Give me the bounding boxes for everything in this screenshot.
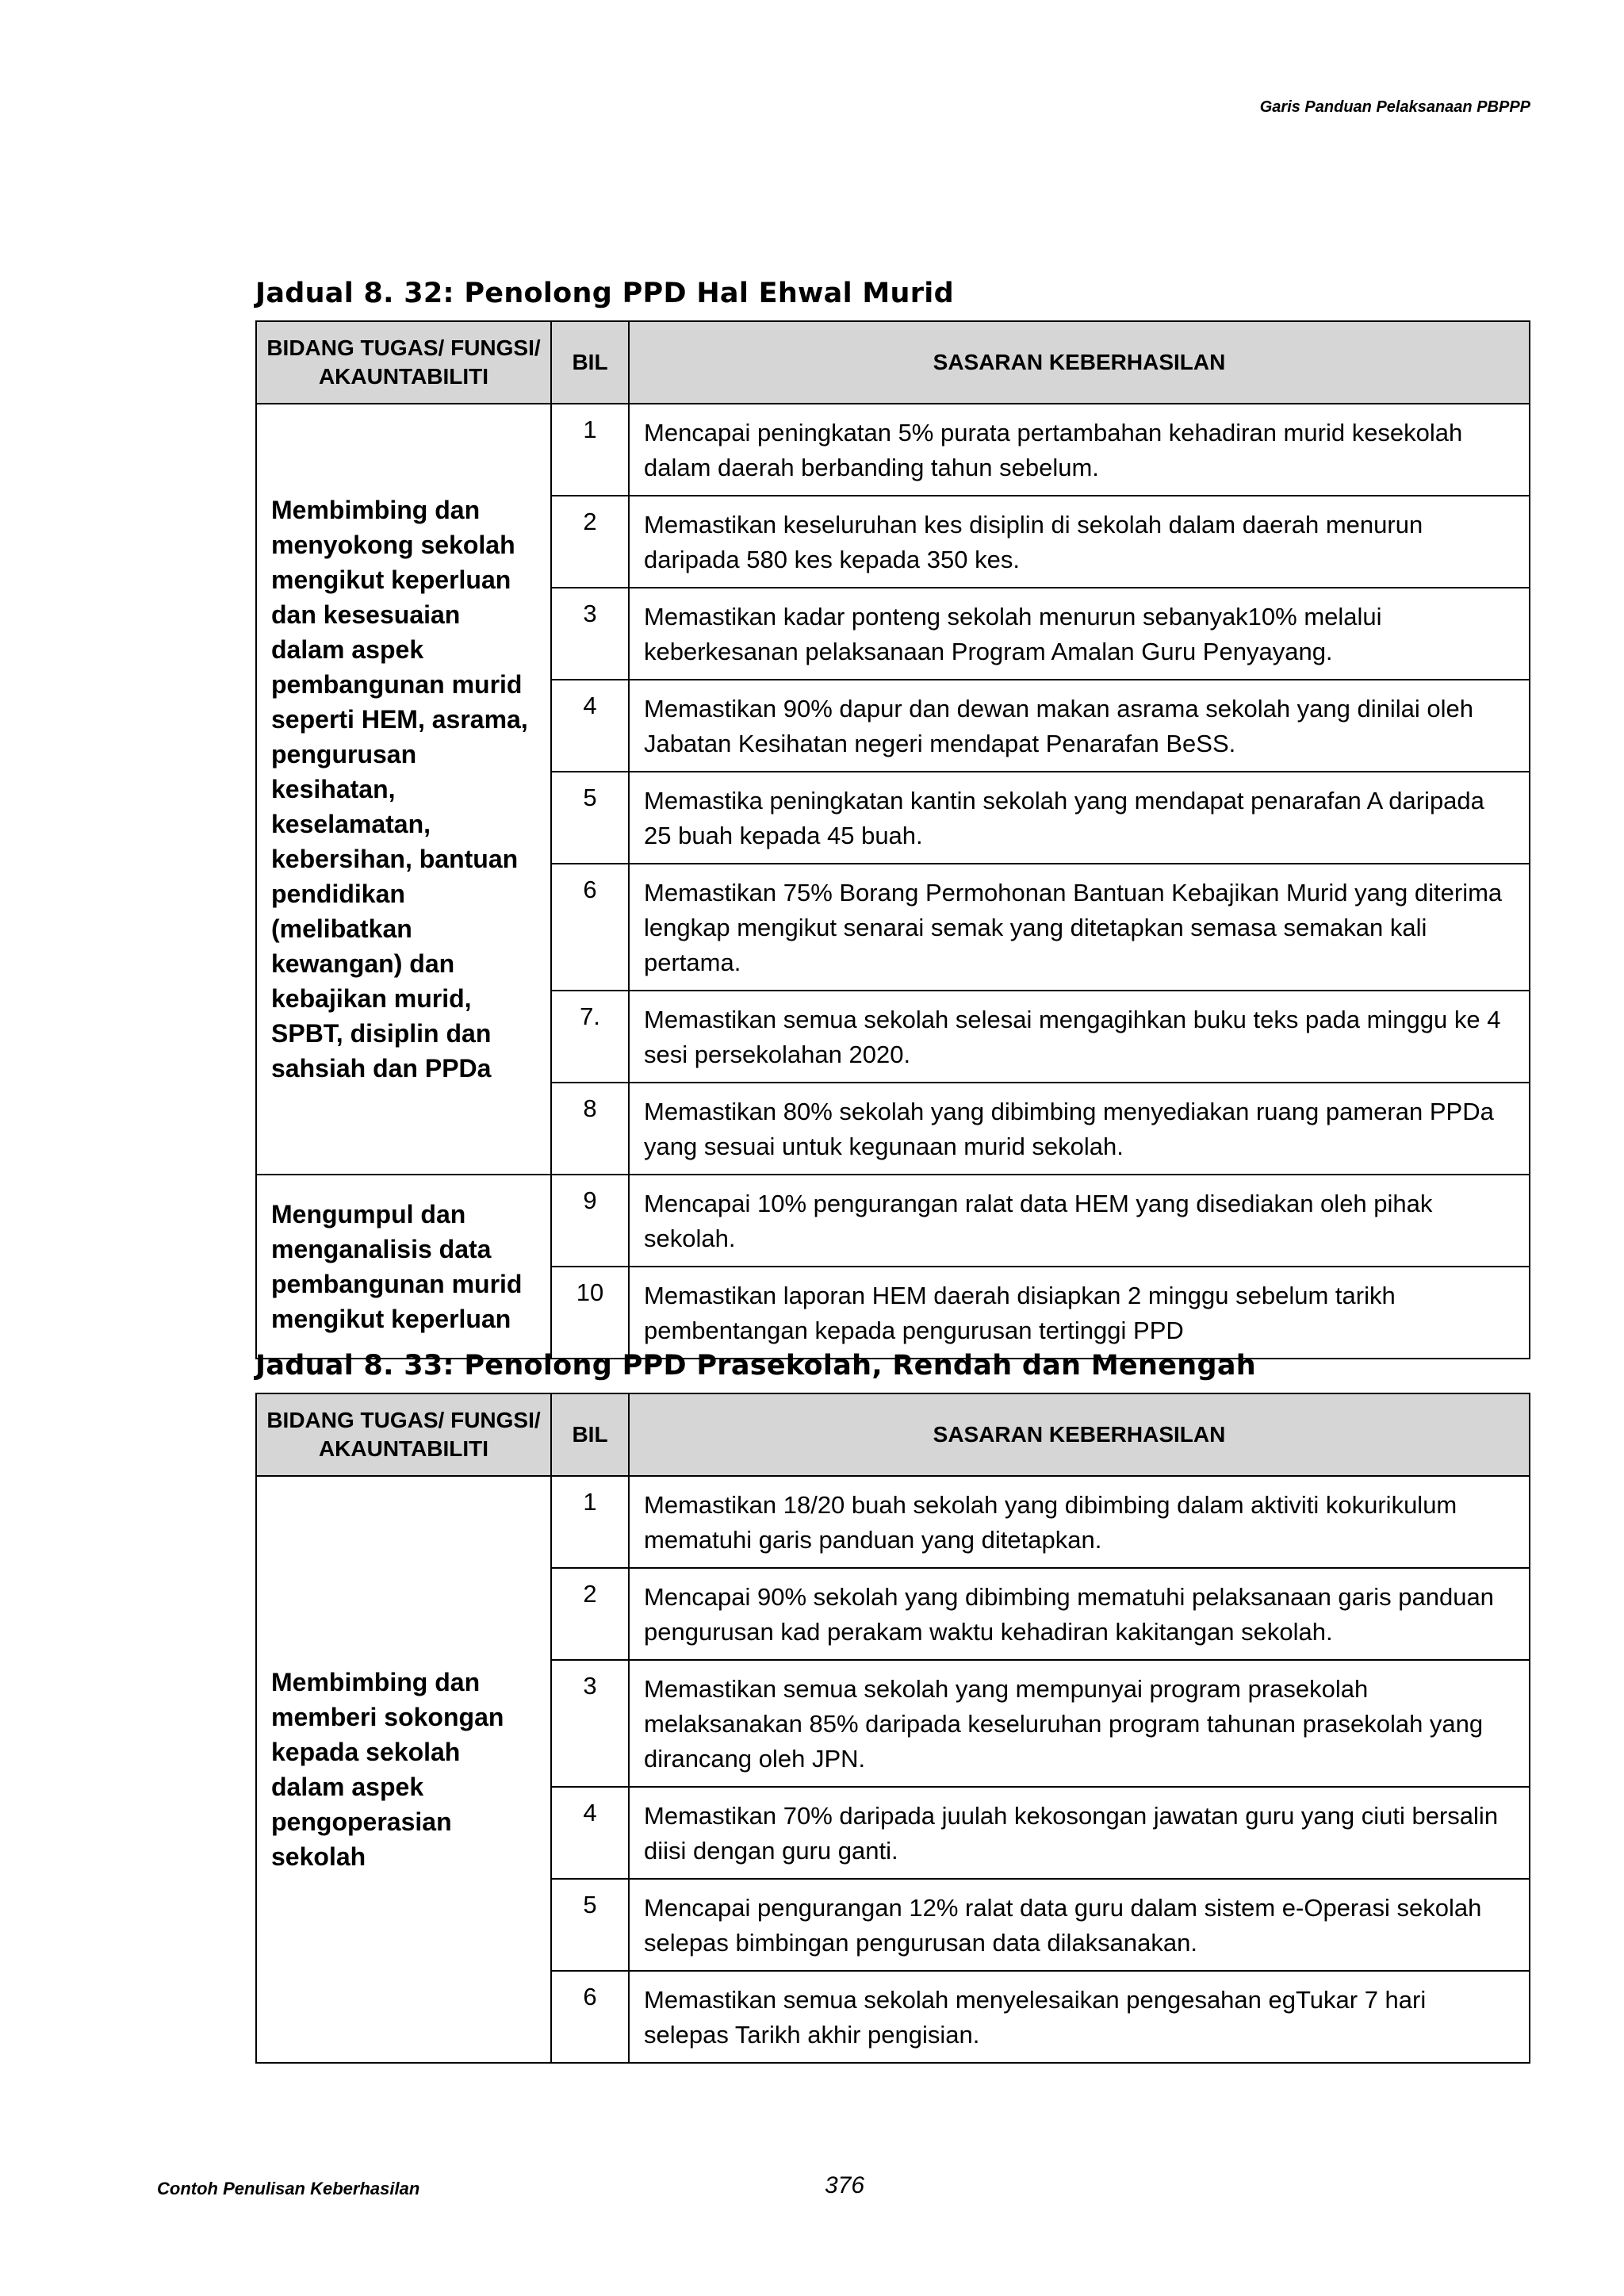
area-cell: Membimbing dan menyokong sekolah mengikut keperluan dan kesesuaian dalam aspek pembangunan murid seperti HEM, asrama, pengurusan kesihatan, keselamatan, kebersihan, bantuan pendidikan (melibatkan kewangan) dan kebajikan murid, SPBT, disiplin dan sahsiah dan PPDa [256,404,551,1175]
table-row [256,1476,1530,1568]
target-cell: Memastikan keseluruhan kes disiplin di sekolah dalam daerah menurun daripada 580 kes kepada 350 kes. [629,496,1530,588]
table2-title: Jadual 8. 33: Penolong PPD Prasekolah, Rendah dan Menengah [255,1350,1257,1382]
target-cell: Memastikan semua sekolah selesai mengagihkan buku teks pada minggu ke 4 sesi persekolahan 2020. [629,991,1530,1083]
bil-cell: 7. [551,991,629,1083]
target-cell: Memastika peningkatan kantin sekolah yang mendapat penarafan A daripada 25 buah kepada 45 buah. [629,772,1530,864]
target-cell: Memastikan 18/20 buah sekolah yang dibimbing dalam aktiviti kokurikulum mematuhi garis panduan yang ditetapkan. [629,1476,1530,1568]
page-number: 376 [825,2172,865,2198]
target-cell: Memastikan kadar ponteng sekolah menurun sebanyak10% melalui keberkesanan pelaksanaan Program Amalan Guru Penyayang. [629,588,1530,680]
header-area: BIDANG TUGAS/ FUNGSI/ AKAUNTABILITI [256,321,551,404]
bil-cell: 5 [551,772,629,864]
header-target: SASARAN KEBERHASILAN [629,1393,1530,1476]
target-cell: Mencapai pengurangan 12% ralat data guru dalam sistem e-Operasi sekolah selepas bimbingan pengurusan data dilaksanakan. [629,1879,1530,1971]
table1 [255,320,1530,1359]
target-cell: Memastikan semua sekolah yang mempunyai program prasekolah melaksanakan 85% daripada keseluruhan program tahunan prasekolah yang dirancang oleh JPN. [629,1660,1530,1787]
target-cell: Memastikan 70% daripada juulah kekosongan jawatan guru yang ciuti bersalin diisi dengan guru ganti. [629,1787,1530,1879]
bil-cell: 1 [551,1476,629,1568]
area-cell: Membimbing dan memberi sokongan kepada sekolah dalam aspek pengoperasian sekolah [256,1476,551,2063]
target-cell: Mencapai 10% pengurangan ralat data HEM yang disediakan oleh pihak sekolah. [629,1175,1530,1267]
table-row [256,404,1530,496]
header-bil: BIL [551,1393,629,1476]
bil-cell: 6 [551,1971,629,2063]
bil-cell: 4 [551,1787,629,1879]
target-cell: Mencapai peningkatan 5% purata pertambahan kehadiran murid kesekolah dalam daerah berbanding tahun sebelum. [629,404,1530,496]
target-cell: Mencapai 90% sekolah yang dibimbing mematuhi pelaksanaan garis panduan pengurusan kad perakam waktu kehadiran kakitangan sekolah. [629,1568,1530,1660]
bil-cell: 9 [551,1175,629,1267]
target-cell: Memastikan 80% sekolah yang dibimbing menyediakan ruang pameran PPDa yang sesuai untuk kegunaan murid sekolah. [629,1083,1530,1175]
target-cell: Memastikan laporan HEM daerah disiapkan 2 minggu sebelum tarikh pembentangan kepada pengurusan tertinggi PPD [629,1267,1530,1359]
bil-cell: 4 [551,680,629,772]
bil-cell: 3 [551,588,629,680]
target-cell: Memastikan semua sekolah menyelesaikan pengesahan egTukar 7 hari selepas Tarikh akhir pengisian. [629,1971,1530,2063]
table-row [256,1175,1530,1267]
bil-cell: 6 [551,864,629,991]
target-cell: Memastikan 90% dapur dan dewan makan asrama sekolah yang dinilai oleh Jabatan Kesihatan negeri mendapat Penarafan BeSS. [629,680,1530,772]
bil-cell: 8 [551,1083,629,1175]
bil-cell: 1 [551,404,629,496]
bil-cell: 5 [551,1879,629,1971]
table2 [255,1393,1530,2064]
target-cell: Memastikan 75% Borang Permohonan Bantuan Kebajikan Murid yang diterima lengkap mengikut senarai semak yang ditetapkan semasa semakan kali pertama. [629,864,1530,991]
bil-cell: 10 [551,1267,629,1359]
header-area: BIDANG TUGAS/ FUNGSI/ AKAUNTABILITI [256,1393,551,1476]
footer-section-label: Contoh Penulisan Keberhasilan [157,2179,420,2198]
table2-header-row [256,1393,1530,1476]
bil-cell: 2 [551,1568,629,1660]
table1-header-row [256,321,1530,404]
header-target: SASARAN KEBERHASILAN [629,321,1530,404]
running-header: Garis Panduan Pelaksanaan PBPPP [1259,98,1530,116]
header-bil: BIL [551,321,629,404]
table1-title: Jadual 8. 32: Penolong PPD Hal Ehwal Murid [255,278,954,309]
bil-cell: 2 [551,496,629,588]
bil-cell: 3 [551,1660,629,1787]
area-cell: Mengumpul dan menganalisis data pembangunan murid mengikut keperluan [256,1175,551,1359]
